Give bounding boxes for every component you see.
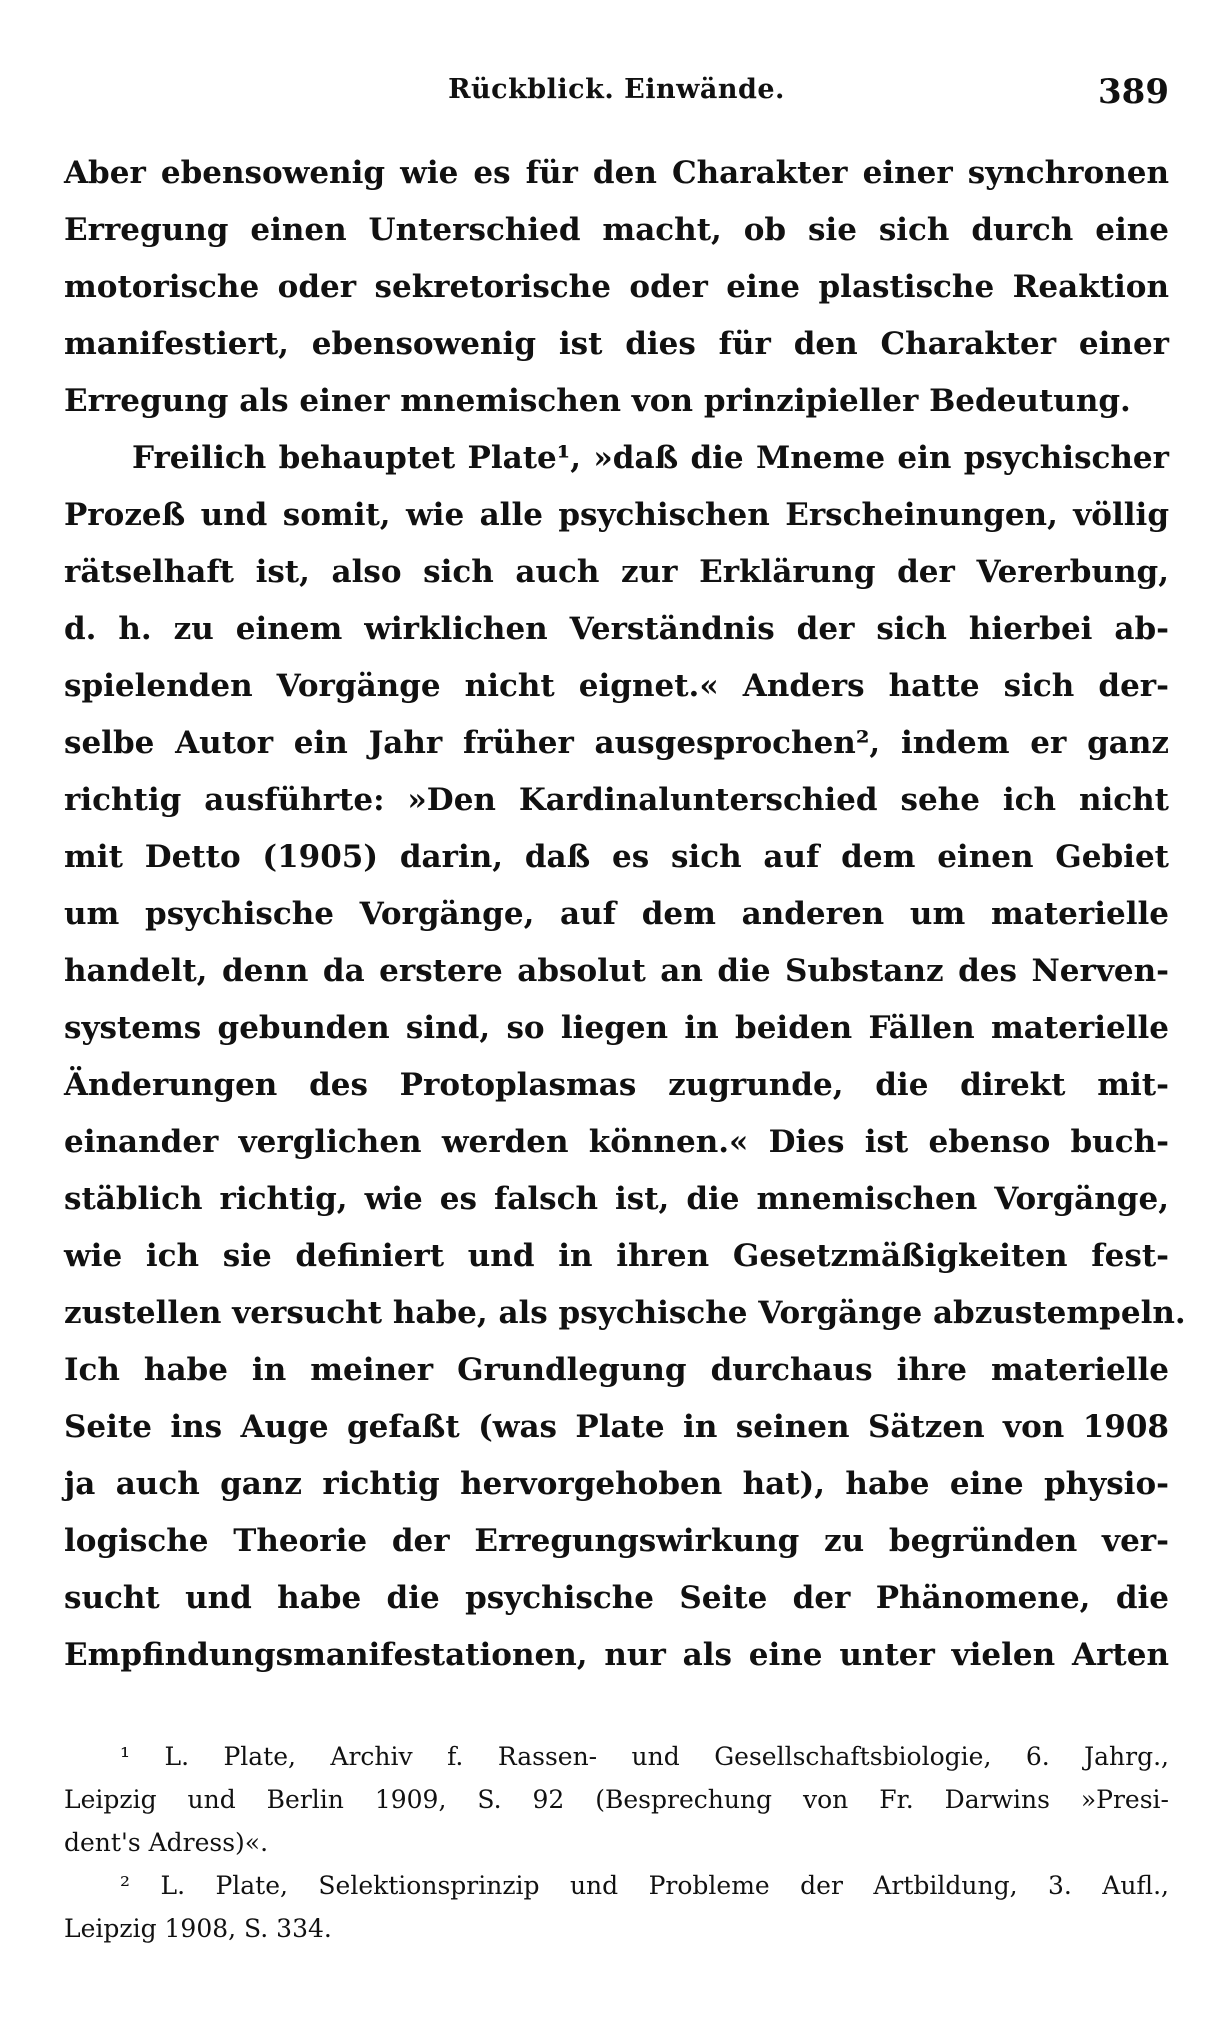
text-line: Seite ins Auge gefaßt (was Plate in seinen Sätzen von 1908 <box>64 1409 1169 1445</box>
footnote-line: Leipzig und Berlin 1909, S. 92 (Besprechung von Fr. Darwins »Presi- <box>64 1785 1169 1814</box>
running-head <box>64 68 1169 116</box>
text-line: manifestiert, ebensowenig ist dies für den Charakter einer <box>64 326 1169 362</box>
text-line: Aber ebensowenig wie es für den Charakter einer synchronen <box>64 155 1169 191</box>
text-line: zustellen versucht habe, als psychische Vorgänge abzustempeln. <box>64 1295 1186 1331</box>
text-line: Empfindungsmanifestationen, nur als eine unter vielen Arten <box>64 1637 1169 1673</box>
text-line: Änderungen des Protoplasmas zugrunde, die direkt mit- <box>64 1067 1169 1103</box>
text-line: motorische oder sekretorische oder eine plastische Reaktion <box>64 269 1169 305</box>
text-line: handelt, denn da erstere absolut an die Substanz des Nerven- <box>64 953 1169 989</box>
text-line: Prozeß und somit, wie alle psychischen Erscheinungen, völlig <box>64 497 1169 533</box>
text-line: ja auch ganz richtig hervorgehoben hat), habe eine physio- <box>64 1466 1169 1502</box>
text-line: um psychische Vorgänge, auf dem anderen um materielle <box>64 896 1169 932</box>
text-line: logische Theorie der Erregungswirkung zu begründen ver- <box>64 1523 1169 1559</box>
text-line: wie ich sie definiert und in ihren Gesetzmäßigkeiten fest- <box>64 1238 1169 1274</box>
footnote-line: dent's Adress)«. <box>64 1828 269 1857</box>
text-line: Erregung als einer mnemischen von prinzipieller Bedeutung. <box>64 383 1131 419</box>
text-line: stäblich richtig, wie es falsch ist, die mnemischen Vorgänge, <box>64 1181 1169 1217</box>
running-title: Rückblick. Einwände. <box>448 74 785 105</box>
text-line: selbe Autor ein Jahr früher ausgesprochen², indem er ganz <box>64 725 1169 761</box>
footnotes <box>64 1735 1169 1950</box>
text-line: rätselhaft ist, also sich auch zur Erklärung der Vererbung, <box>64 554 1169 590</box>
text-line: Freilich behauptet Plate¹, »daß die Mneme ein psychischer <box>132 440 1169 476</box>
footnote-line: ¹ L. Plate, Archiv f. Rassen- und Gesellschaftsbiologie, 6. Jahrg., <box>120 1742 1169 1771</box>
body-text <box>64 145 1186 1684</box>
page-number: 389 <box>1098 72 1169 112</box>
text-line: d. h. zu einem wirklichen Verständnis der sich hierbei ab- <box>64 611 1169 647</box>
text-line: mit Detto (1905) darin, daß es sich auf dem einen Gebiet <box>64 839 1169 875</box>
text-line: Erregung einen Unterschied macht, ob sie sich durch eine <box>64 212 1169 248</box>
text-line: richtig ausführte: »Den Kardinalunterschied sehe ich nicht <box>64 782 1169 818</box>
text-line: systems gebunden sind, so liegen in beiden Fällen materielle <box>64 1010 1169 1046</box>
text-line: Ich habe in meiner Grundlegung durchaus ihre materielle <box>64 1352 1169 1388</box>
text-line: spielenden Vorgänge nicht eignet.« Anders hatte sich der- <box>64 668 1169 704</box>
text-line: sucht und habe die psychische Seite der Phänomene, die <box>64 1580 1169 1616</box>
footnote-line: Leipzig 1908, S. 334. <box>64 1914 332 1943</box>
text-line: einander verglichen werden können.« Dies ist ebenso buch- <box>64 1124 1169 1160</box>
footnote-line: ² L. Plate, Selektionsprinzip und Probleme der Artbildung, 3. Aufl., <box>120 1871 1169 1900</box>
